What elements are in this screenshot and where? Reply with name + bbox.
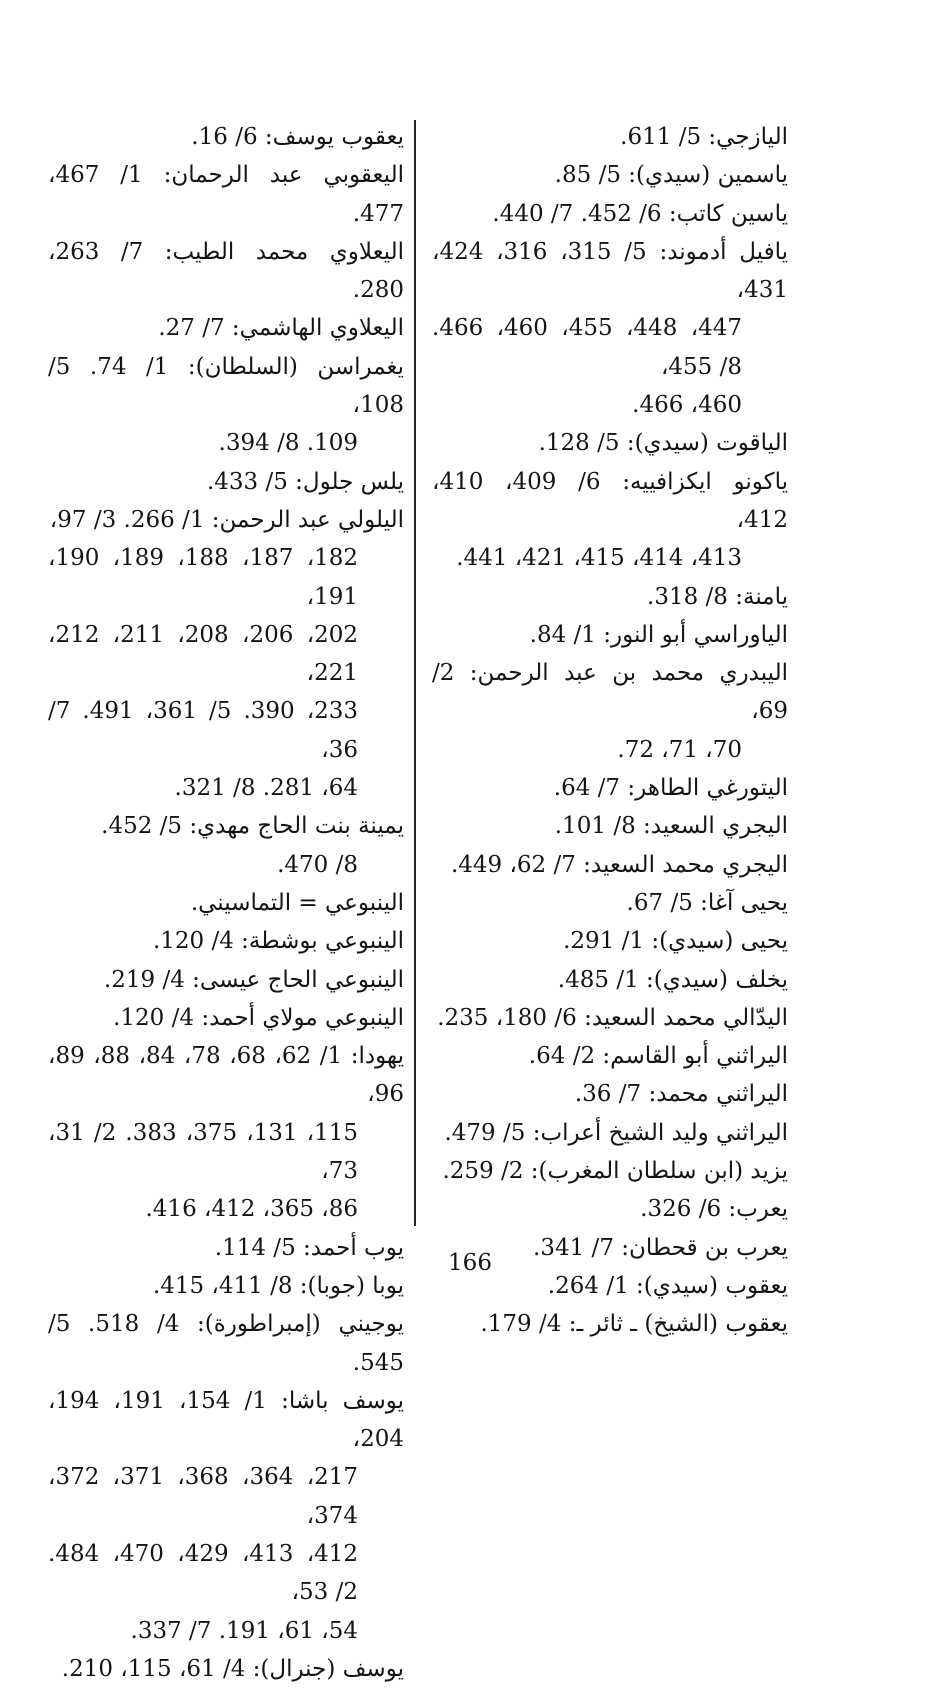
index-entry-line: يوسف باشا: 1/ 154، 191، 194، 204، [48, 1387, 405, 1453]
index-entry [432, 424, 788, 462]
index-entry [48, 348, 404, 463]
index-entry-line: يوجيني (إمبراطورة): 4/ 518. 5/ 545. [48, 1311, 404, 1376]
index-entry-continuation: 217، 364، 368، 371، 372، 374، [48, 1464, 359, 1529]
index-entry [48, 884, 404, 922]
index-entry [432, 769, 788, 807]
index-entry-line: يعقوب (سيدي): 1/ 264. [547, 1272, 788, 1299]
index-entry-continuation: 86، 365، 412، 416. [145, 1196, 358, 1223]
index-entry [48, 501, 404, 807]
index-entry-line: الينبوعي بوشطة: 4/ 120. [152, 928, 404, 955]
index-entry [48, 922, 404, 960]
index-entry-line: يحيى (سيدي): 1/ 291. [563, 928, 788, 955]
index-entry-line: يعرب: 6/ 326. [640, 1196, 788, 1223]
index-entry-line: يغمراسن (السلطان): 1/ 74. 5/ 108، [48, 353, 405, 419]
index-column-right [432, 118, 788, 1344]
index-entry [48, 961, 404, 999]
index-entry-continuation: 460، 466. [632, 392, 742, 419]
index-entry-line: اليبدري محمد بن عبد الرحمن: 2/ 69، [432, 660, 788, 725]
index-entry-line: يلس جلول: 5/ 433. [206, 468, 404, 495]
index-entry [432, 1190, 788, 1228]
index-entry [432, 463, 788, 578]
index-entry-line: يوبا (جوبا): 8/ 411، 415. [152, 1272, 404, 1299]
index-entry-line: الينبوعي الحاج عيسى: 4/ 219. [103, 966, 404, 993]
index-entry-continuation: 115، 131، 375، 383. 2/ 31، 73، [48, 1119, 359, 1185]
index-entry-line: ياكونو ايكزافييه: 6/ 409، 410، 412، [432, 468, 788, 533]
index-entry-line: اليجري السعيد: 8/ 101. [554, 813, 788, 840]
index-entry-line: يخلف (سيدي): 1/ 485. [557, 966, 788, 993]
index-entry [432, 1037, 788, 1075]
index-entry-line: اليعقوبي عبد الرحمان: 1/ 467، 477. [48, 162, 404, 227]
index-entry-line: يامنة: 8/ 318. [647, 583, 788, 610]
index-entry-continuation: 413، 414، 415، 421، 441. [456, 545, 742, 572]
index-entry-line: يهودا: 1/ 62، 68، 78، 84، 88، 89، 96، [48, 1043, 405, 1108]
index-entry-continuation: 8/ 470. [277, 851, 358, 878]
index-entry-line: الينبوعي = التماسيني. [190, 889, 404, 916]
index-entry-line: يعقوب يوسف: 6/ 16. [191, 124, 404, 150]
index-entry-continuation: 233، 390. 5/ 361، 491. 7/ 36، [48, 698, 359, 763]
index-entry [432, 1152, 788, 1190]
index-entry [432, 118, 788, 156]
index-entry-line: يوب أحمد: 5/ 114. [214, 1234, 404, 1261]
index-entry-line: اليلولي عبد الرحمن: 1/ 266. 3/ 97، [49, 506, 404, 533]
index-entry-line: يمينة بنت الحاج مهدي: 5/ 452. [101, 813, 404, 840]
index-entry [48, 118, 404, 156]
index-entry-line: اليراثني وليد الشيخ أعراب: 5/ 479. [444, 1119, 788, 1146]
index-entry-continuation: 54، 61، 191. 7/ 337. [130, 1617, 358, 1644]
index-entry-line: اليتورغي الطاهر: 7/ 64. [553, 775, 788, 802]
index-entry [48, 1305, 404, 1382]
index-entry [432, 1114, 788, 1152]
index-entry [432, 1305, 788, 1343]
index-entry-line: الياقوت (سيدي): 5/ 128. [538, 430, 788, 457]
index-entry [48, 807, 404, 884]
index-entry-line: ياسين كاتب: 6/ 452. 7/ 440. [492, 200, 788, 227]
index-entry-continuation: 182، 187، 188، 189، 190، 191، [48, 545, 359, 610]
index-entry-line: اليازجي: 5/ 611. [620, 124, 788, 150]
index-entry-line: يافيل أدموند: 5/ 315، 316، 424، 431، [432, 238, 789, 304]
index-entry-continuation: 202، 206، 208، 211، 212، 221، [48, 621, 359, 687]
index-entry [48, 309, 404, 347]
index-entry [48, 1650, 404, 1688]
index-entry [48, 1382, 404, 1650]
index-entry-line: اليعلاوي الهاشمي: 7/ 27. [158, 315, 404, 342]
index-entry-line: اليدّالي محمد السعيد: 6/ 180، 235. [437, 1004, 788, 1031]
index-entry [432, 233, 788, 424]
index-entry-continuation: 447، 448، 455، 460، 466. 8/ 455، [432, 315, 743, 380]
index-entry-line: الينبوعي مولاي أحمد: 4/ 120. [113, 1004, 404, 1031]
page-number: 166 [448, 1250, 492, 1276]
index-entry [48, 1037, 404, 1228]
index-column-left [48, 118, 404, 1688]
index-entry [48, 156, 404, 233]
index-entry [432, 654, 788, 769]
index-entry-line: يوسف (جنرال): 4/ 61، 115، 210. [61, 1655, 404, 1682]
index-entry-line: يعقوب (الشيخ) ـ ثائر ـ: 4/ 179. [480, 1311, 788, 1338]
index-entry-line: اليراثني أبو القاسم: 2/ 64. [528, 1043, 788, 1070]
index-entry-continuation: 70، 71، 72. [617, 736, 742, 763]
index-entry [432, 846, 788, 884]
index-entry-line: اليجري محمد السعيد: 7/ 62، 449. [450, 851, 788, 878]
index-entry [432, 1075, 788, 1113]
index-entry [432, 616, 788, 654]
index-entry [432, 807, 788, 845]
index-entry [432, 922, 788, 960]
index-entry-line: يعرب بن قحطان: 7/ 341. [533, 1234, 788, 1261]
index-entry [432, 195, 788, 233]
index-entry-line: اليعلاوي محمد الطيب: 7/ 263، 280. [48, 238, 404, 304]
index-entry-continuation: 412، 413، 429، 470، 484. 2/ 53، [48, 1540, 359, 1606]
index-entry-continuation: 109. 8/ 394. [218, 430, 358, 457]
column-divider [414, 120, 416, 1226]
index-entry-line: الياوراسي أبو النور: 1/ 84. [529, 621, 788, 648]
index-entry [48, 999, 404, 1037]
index-entry-line: اليراثني محمد: 7/ 36. [574, 1081, 788, 1108]
index-entry [48, 463, 404, 501]
index-entry [432, 999, 788, 1037]
index-entry-line: يحيى آغا: 5/ 67. [626, 889, 788, 916]
index-entry [432, 578, 788, 616]
index-entry [432, 156, 788, 194]
index-entry [48, 233, 404, 310]
index-entry-continuation: 64، 281. 8/ 321. [174, 775, 358, 802]
index-entry-line: ياسمين (سيدي): 5/ 85. [554, 162, 788, 189]
index-entry [432, 884, 788, 922]
index-entry [432, 961, 788, 999]
index-entry-line: يزيد (ابن سلطان المغرب): 2/ 259. [442, 1158, 788, 1185]
